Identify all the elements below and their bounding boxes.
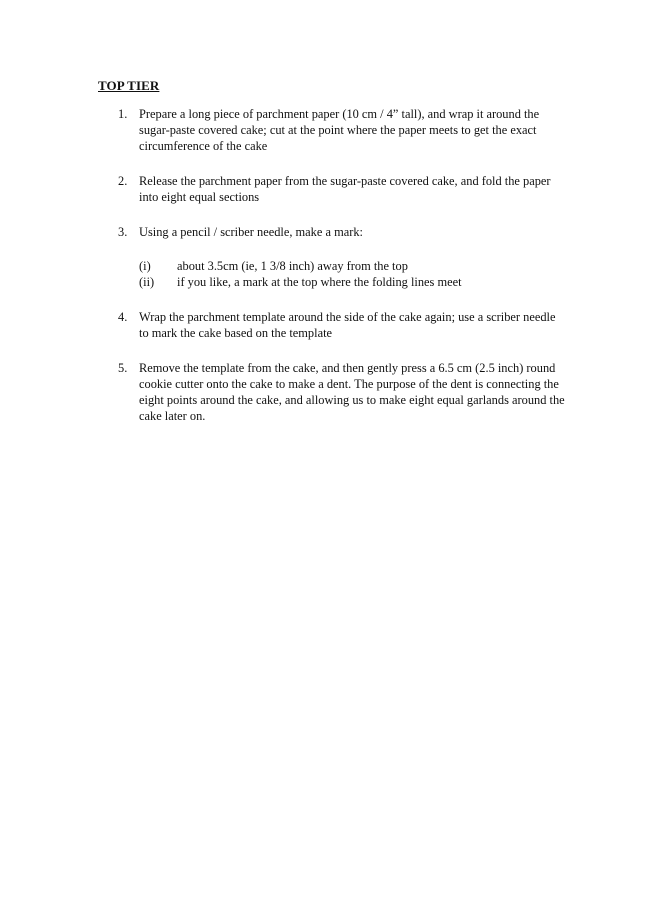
- sub-item-text: if you like, a mark at the top where the folding lines meet: [177, 275, 462, 289]
- step-text: Remove the template from the cake, and then gently press a 6.5 cm (2.5 inch) round cookie cutter onto the cake to make a dent. The purpose of the dent is connecting the eight points around the cake, and allowing us to make eight equal garlands around the cake later on.: [139, 361, 565, 423]
- step-text: Wrap the parchment template around the side of the cake again; use a scriber needle to mark the cake based on the template: [139, 310, 556, 340]
- step-text: Prepare a long piece of parchment paper (10 cm / 4” tall), and wrap it around the sugar-paste covered cake; cut at the point where the paper meets to get the exact circumference of the cake: [139, 107, 540, 153]
- instruction-step-2: [118, 173, 568, 205]
- sub-item-number: (i): [139, 259, 151, 273]
- step-number: 3.: [118, 225, 128, 239]
- section-heading: TOP TIER: [98, 78, 160, 93]
- step-text: Release the parchment paper from the sugar-paste covered cake, and fold the paper into eight equal sections: [139, 174, 551, 204]
- step-number: 2.: [118, 174, 128, 188]
- sub-item-text: about 3.5cm (ie, 1 3/8 inch) away from the top: [177, 259, 408, 273]
- sub-item-number: (ii): [139, 275, 155, 289]
- instruction-list: [118, 106, 568, 443]
- instruction-step-5: [118, 360, 568, 424]
- sub-item-ii: [139, 274, 568, 290]
- instruction-step-4: [118, 309, 568, 341]
- step-text: Using a pencil / scriber needle, make a mark:: [139, 225, 363, 239]
- mark-sublist: [139, 258, 568, 290]
- step-number: 1.: [118, 107, 128, 121]
- sub-item-i: [139, 258, 568, 274]
- instruction-step-3: [118, 224, 568, 290]
- step-number: 5.: [118, 361, 128, 375]
- instruction-step-1: [118, 106, 568, 154]
- step-number: 4.: [118, 310, 128, 324]
